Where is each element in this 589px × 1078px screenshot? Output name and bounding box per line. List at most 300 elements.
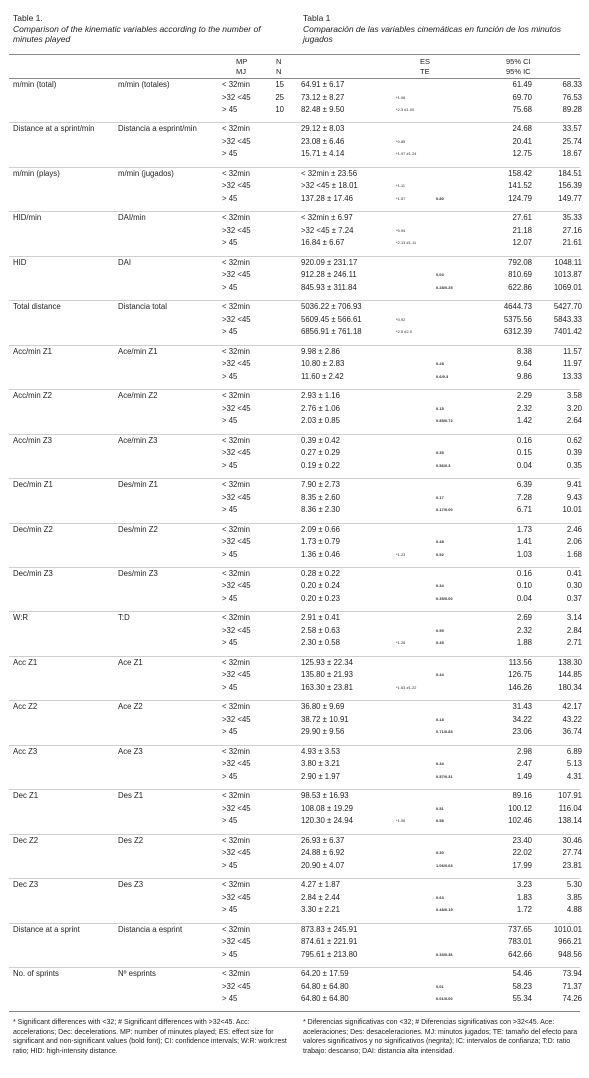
ci-lower: 89.16 (512, 791, 532, 801)
group-mean-sd: 874.61 ± 221.91 (301, 937, 358, 947)
group-minutes: > 45 (222, 282, 238, 292)
row-divider (9, 789, 580, 790)
group-mean-sd: 137.28 ± 17.46 (301, 193, 353, 203)
ci-lower: 126.75 (508, 670, 532, 680)
effect-size: 0.33/0.36 (436, 952, 453, 957)
group-mean-sd: 845.93 ± 311.84 (301, 282, 357, 292)
ci-upper: 3.58 (566, 391, 582, 401)
ci-upper: 25.74 (562, 136, 582, 146)
row-divider (9, 967, 580, 968)
header-ci-en: 95% CI (506, 57, 531, 66)
ci-lower: 4644.73 (503, 302, 532, 312)
effect-size: 0.28/0.25 (436, 285, 453, 290)
ci-upper: 13.33 (562, 371, 582, 381)
ci-upper: 74.26 (562, 994, 582, 1003)
ci-upper: 4.31 (566, 771, 582, 781)
group-minutes: < 32min (222, 346, 250, 356)
ci-lower: 2.69 (516, 613, 532, 623)
variable-name-en: HID (13, 257, 27, 267)
variable-name-es: m/min (jugados) (118, 168, 174, 178)
variable-name-en: Dec/min Z2 (13, 524, 53, 534)
header-n-es: N (276, 67, 282, 76)
significance-note: *1.63 #1.22 (396, 685, 417, 690)
footnote-es: * Diferencias significativas con <32; # Diferencias significativas con >32<45. Ace: aceleraciones; Des: desaceleraciones. MJ: minutos jugados; TE: tamaño del efecto para valores significativos y no significativos (negrita); IC: intervalos de confianza; T:D: ratio trabajo: descanso; DAI: distancia alta intensidad. (303, 1019, 578, 1055)
group-minutes: > 45 (222, 193, 238, 203)
group-mean-sd: 11.60 ± 2.42 (301, 371, 344, 381)
ci-upper: 43.22 (562, 714, 582, 724)
group-mean-sd: 2.90 ± 1.97 (301, 771, 340, 781)
ci-lower: 61.49 (512, 80, 532, 89)
group-minutes: < 32min (222, 746, 250, 756)
group-minutes: > 45 (222, 593, 238, 603)
group-mean-sd: 0.20 ± 0.23 (301, 593, 340, 603)
ci-upper: 0.39 (566, 448, 582, 458)
variable-name-es: Des/min Z3 (118, 568, 158, 578)
group-minutes: < 32min (222, 924, 250, 934)
header-ci-es: 95% IC (506, 67, 531, 76)
ci-upper: 1048.11 (554, 257, 582, 267)
row-divider (9, 211, 580, 212)
group-minutes: >32 <45 (222, 403, 251, 413)
row-divider (9, 611, 580, 612)
significance-note: *2.3 #1.00 (396, 108, 415, 112)
effect-size: 0.01 (436, 984, 444, 989)
group-mean-sd: 4.93 ± 3.53 (301, 746, 340, 756)
group-minutes: > 45 (222, 105, 238, 114)
ci-upper: 42.17 (562, 702, 582, 712)
ci-upper: 107.91 (558, 791, 582, 801)
variable-name-en: Distance at a sprint (13, 924, 80, 934)
caption-en-text: Comparison of the kinematic variables according to the number of minutes played (13, 23, 261, 44)
ci-lower: 2.98 (516, 746, 532, 756)
group-minutes: < 32min (222, 302, 250, 312)
group-mean-sd: 64.20 ± 17.59 (301, 969, 349, 978)
ci-upper: 156.39 (558, 181, 582, 191)
variable-name-es: T:D (118, 613, 130, 623)
group-mean-sd: 73.12 ± 8.27 (301, 92, 345, 102)
ci-lower: 0.10 (516, 581, 532, 591)
group-mean-sd: 2.58 ± 0.63 (301, 625, 340, 635)
ci-upper: 180.34 (558, 682, 582, 692)
significance-note: *1.23 (396, 552, 406, 557)
group-minutes: < 32min (222, 568, 250, 578)
group-mean-sd: 2.30 ± 0.58 (301, 638, 340, 648)
group-minutes: >32 <45 (222, 625, 251, 635)
header-n-en: N (276, 57, 282, 66)
ci-lower: 31.43 (512, 702, 532, 712)
effect-size: 0.35/0.00 (436, 596, 453, 601)
ci-lower: 642.66 (508, 949, 532, 959)
group-mean-sd: 7.90 ± 2.73 (301, 480, 340, 490)
ci-upper: 1010.01 (553, 924, 582, 934)
variable-name-en: Dec/min Z1 (13, 480, 53, 490)
ci-lower: 2.29 (516, 391, 532, 401)
variable-name-es: m/min (totales) (118, 80, 170, 89)
group-mean-sd: 0.20 ± 0.24 (301, 581, 340, 591)
group-minutes: < 32min (222, 835, 250, 845)
ci-lower: 12.75 (512, 149, 532, 159)
header-bottom-rule (9, 78, 580, 79)
effect-size: 0.44 (436, 673, 444, 678)
significance-note: *1.97 #1.24 (396, 152, 417, 157)
group-minutes: >32 <45 (222, 537, 251, 546)
variable-name-es: Ace Z2 (118, 702, 143, 712)
group-minutes: >32 <45 (222, 92, 251, 102)
group-minutes: > 45 (222, 905, 238, 915)
variable-name-es: Des/min Z2 (118, 524, 158, 534)
group-mean-sd: 10.80 ± 2.83 (301, 359, 345, 369)
ci-upper: 68.33 (562, 80, 582, 89)
effect-size: 1.06/0.63 (436, 863, 453, 868)
group-mean-sd: 38.72 ± 10.91 (301, 714, 349, 724)
row-divider (9, 745, 580, 746)
group-mean-sd: 135.80 ± 21.93 (301, 670, 353, 680)
group-n: 15 (275, 80, 284, 89)
group-minutes: < 32min (222, 435, 250, 445)
ci-lower: 100.12 (508, 803, 532, 813)
group-minutes: < 32min (222, 124, 250, 134)
group-mean-sd: 873.83 ± 245.91 (301, 924, 358, 934)
variable-name-es: Ace/min Z3 (118, 435, 158, 445)
ci-upper: 9.43 (566, 492, 582, 502)
group-minutes: < 32min (222, 391, 250, 401)
effect-size: 0.34 (436, 762, 444, 767)
ci-upper: 0.62 (566, 435, 582, 445)
variable-name-en: Dec Z2 (13, 835, 39, 845)
ci-upper: 2.71 (566, 638, 582, 648)
ci-lower: 141.52 (508, 181, 532, 191)
group-mean-sd: 29.12 ± 8.03 (301, 124, 345, 134)
ci-lower: 1.88 (516, 638, 532, 648)
effect-size: 0.63 (436, 895, 444, 900)
caption-es-text: Comparación de las variables cinemáticas en función de los minutos jugados (303, 23, 561, 44)
group-minutes: > 45 (222, 549, 238, 559)
row-divider (9, 656, 580, 657)
ci-lower: 158.42 (508, 168, 532, 178)
ci-upper: 89.28 (562, 105, 582, 114)
ci-upper: 3.20 (566, 403, 582, 413)
ci-upper: 35.33 (562, 213, 582, 223)
row-divider (9, 523, 580, 524)
variable-name-en: Dec/min Z3 (13, 568, 53, 578)
ci-lower: 1.83 (516, 892, 532, 902)
ci-upper: 144.85 (558, 670, 582, 680)
footnote-en: * Significant differences with <32; # Significant differences with >32<45. Acc: accelerations; Dec: decelerations. MP: number of minutes played; ES: effect size for significant and non-significant values (bold font); CI: confidence intervals; W:R: work:rest ratio; HID: high-intensity distance. (13, 1019, 287, 1055)
significance-note: *1.06 (396, 819, 406, 824)
ci-upper: 1069.01 (553, 282, 582, 292)
ci-lower: 23.06 (512, 727, 532, 737)
caption-en-label: Table 1. (13, 13, 43, 23)
effect-size: 0.45 (436, 641, 444, 646)
variable-name-en: Acc/min Z1 (13, 346, 52, 356)
group-mean-sd: 8.36 ± 2.30 (301, 505, 340, 515)
header-top-rule (9, 54, 580, 55)
group-mean-sd: 36.80 ± 9.69 (301, 702, 345, 712)
row-divider (9, 923, 580, 924)
group-mean-sd: 8.35 ± 2.60 (301, 492, 340, 502)
group-minutes: > 45 (222, 638, 238, 648)
variable-name-en: Distance at a sprint/min (13, 124, 95, 134)
ci-upper: 149.77 (558, 193, 582, 203)
effect-size: 0.59 (436, 628, 444, 633)
ci-lower: 622.86 (508, 282, 532, 292)
row-divider (9, 567, 580, 568)
ci-upper: 73.94 (562, 969, 582, 978)
group-minutes: < 32min (222, 657, 250, 667)
effect-size: 0.71/0.83 (436, 730, 453, 735)
effect-size: 0.28 (436, 362, 444, 367)
group-minutes: >32 <45 (222, 492, 251, 502)
variable-name-es: Distancia a esprint/min (118, 124, 197, 134)
group-minutes: < 32min (222, 213, 250, 223)
group-mean-sd: 9.98 ± 2.86 (301, 346, 340, 356)
effect-size: 0.30 (436, 851, 444, 856)
ci-upper: 21.61 (562, 238, 582, 248)
effect-size: 0.48/0.19 (436, 908, 453, 913)
ci-upper: 27.16 (562, 225, 582, 235)
group-minutes: > 45 (222, 371, 238, 381)
variable-name-en: HID/min (13, 213, 42, 223)
ci-upper: 18.67 (562, 149, 582, 159)
group-minutes: > 45 (222, 238, 238, 248)
significance-note: *2.13 #1.11 (396, 241, 417, 246)
group-mean-sd: 6856.91 ± 761.18 (301, 327, 362, 337)
ci-upper: 71.37 (562, 981, 582, 991)
ci-upper: 9.41 (566, 480, 582, 490)
ci-lower: 8.38 (516, 346, 532, 356)
ci-upper: 0.30 (566, 581, 582, 591)
group-minutes: > 45 (222, 949, 238, 959)
ci-upper: 76.53 (562, 92, 582, 102)
ci-upper: 30.46 (562, 835, 582, 845)
ci-lower: 22.02 (512, 848, 532, 858)
row-divider (9, 345, 580, 346)
group-mean-sd: 2.93 ± 1.16 (301, 391, 340, 401)
row-divider (9, 434, 580, 435)
ci-upper: 948.56 (558, 949, 582, 959)
variable-name-en: m/min (plays) (13, 168, 60, 178)
group-minutes: >32 <45 (222, 225, 251, 235)
variable-name-en: Acc Z3 (13, 746, 38, 756)
variable-name-es: Des Z3 (118, 880, 144, 890)
group-mean-sd: < 32min ± 6.97 (301, 213, 353, 223)
ci-lower: 0.04 (516, 460, 532, 470)
group-minutes: < 32min (222, 791, 250, 801)
group-mean-sd: 26.93 ± 6.37 (301, 835, 345, 845)
ci-lower: 1.03 (516, 549, 532, 559)
row-divider (9, 167, 580, 168)
ci-upper: 5.13 (566, 759, 582, 769)
group-minutes: < 32min (222, 480, 250, 490)
variable-name-es: Nº esprints (118, 969, 156, 978)
ci-upper: 36.74 (562, 727, 582, 737)
variable-name-en: Dec Z1 (13, 791, 39, 801)
ci-lower: 55.34 (512, 994, 532, 1003)
group-minutes: >32 <45 (222, 759, 251, 769)
ci-upper: 1013.87 (553, 270, 582, 280)
ci-upper: 1.68 (566, 549, 582, 559)
ci-lower: 5375.56 (503, 314, 532, 324)
group-mean-sd: 20.90 ± 4.07 (301, 860, 345, 870)
ci-lower: 1.73 (516, 524, 532, 534)
caption-es (303, 13, 578, 45)
ci-upper: 33.57 (562, 124, 582, 134)
group-mean-sd: 16.84 ± 6.67 (301, 238, 345, 248)
ci-lower: 20.41 (512, 136, 532, 146)
ci-lower: 1.72 (516, 905, 532, 915)
significance-note: *1.06 (396, 95, 406, 100)
group-mean-sd: < 32min ± 23.56 (301, 168, 358, 178)
ci-upper: 2.46 (566, 524, 582, 534)
group-mean-sd: 0.28 ± 0.22 (301, 568, 340, 578)
group-mean-sd: 82.48 ± 9.50 (301, 105, 345, 114)
effect-size: 0.01/0.00 (436, 997, 453, 1001)
ci-upper: 2.06 (566, 537, 582, 546)
ci-upper: 11.57 (563, 346, 582, 356)
variable-name-es: Des Z1 (118, 791, 144, 801)
ci-lower: 0.04 (516, 593, 532, 603)
row-divider (9, 478, 580, 479)
group-minutes: >32 <45 (222, 803, 251, 813)
group-minutes: < 32min (222, 168, 250, 178)
variable-name-es: Distancia a esprint (118, 924, 183, 934)
group-mean-sd: 2.91 ± 0.41 (301, 613, 340, 623)
effect-size: 0.17 (436, 495, 444, 500)
significance-note: *1.26 (396, 641, 406, 646)
group-mean-sd: >32 <45 ± 18.01 (301, 181, 358, 191)
group-minutes: >32 <45 (222, 448, 251, 458)
group-mean-sd: 0.27 ± 0.29 (301, 448, 340, 458)
variable-name-en: Dec Z3 (13, 880, 39, 890)
ci-lower: 0.15 (516, 448, 532, 458)
ci-upper: 3.85 (566, 892, 582, 902)
group-mean-sd: >32 <45 ± 7.24 (301, 225, 354, 235)
ci-lower: 0.16 (516, 435, 532, 445)
ci-lower: 6.71 (516, 505, 532, 515)
variable-name-en: m/min (total) (13, 80, 57, 89)
ci-upper: 7401.42 (553, 327, 582, 337)
variable-name-es: Ace Z3 (118, 746, 143, 756)
effect-size: 0.18 (436, 717, 444, 722)
significance-note: *0.85 (396, 139, 406, 144)
group-mean-sd: 795.61 ± 213.80 (301, 949, 358, 959)
group-mean-sd: 0.19 ± 0.22 (301, 460, 340, 470)
effect-size: 0.58 (436, 819, 444, 824)
ci-lower: 6312.39 (503, 327, 532, 337)
ci-upper: 3.14 (566, 613, 582, 623)
table-bottom-rule (9, 1011, 580, 1012)
ci-lower: 9.64 (516, 359, 532, 369)
variable-name-es: Ace Z1 (118, 657, 143, 667)
group-minutes: >32 <45 (222, 848, 251, 858)
group-minutes: > 45 (222, 816, 238, 826)
ci-upper: 116.04 (558, 803, 582, 813)
group-mean-sd: 29.90 ± 9.56 (301, 727, 345, 737)
effect-size: 0.6/0.3 (436, 374, 449, 379)
ci-lower: 3.23 (516, 880, 532, 890)
row-divider (9, 122, 580, 123)
ci-lower: 12.07 (512, 238, 532, 248)
ci-lower: 7.28 (516, 492, 532, 502)
variable-name-es: Distancia total (118, 302, 167, 312)
ci-lower: 810.69 (508, 270, 532, 280)
variable-name-en: Acc Z1 (13, 657, 38, 667)
row-divider (9, 256, 580, 257)
group-minutes: >32 <45 (222, 581, 251, 591)
ci-lower: 1.49 (516, 771, 532, 781)
ci-upper: 10.01 (562, 505, 582, 515)
ci-lower: 783.01 (508, 937, 532, 947)
group-mean-sd: 5036.22 ± 706.93 (301, 302, 362, 312)
caption-es-label: Tabla 1 (303, 13, 331, 23)
group-minutes: >32 <45 (222, 937, 251, 947)
ci-lower: 75.68 (512, 105, 532, 114)
ci-lower: 2.32 (516, 625, 532, 635)
group-mean-sd: 920.09 ± 231.17 (301, 257, 358, 267)
ci-upper: 6.89 (566, 746, 582, 756)
effect-size: 0.48 (436, 540, 444, 544)
ci-lower: 27.61 (512, 213, 532, 223)
header-mp: MP (236, 57, 248, 66)
ci-lower: 113.56 (508, 657, 532, 667)
group-minutes: >32 <45 (222, 670, 251, 680)
row-divider (9, 700, 580, 701)
significance-note: *0.92 (396, 317, 406, 322)
group-mean-sd: 98.53 ± 16.93 (301, 791, 349, 801)
group-minutes: >32 <45 (222, 714, 251, 724)
group-minutes: >32 <45 (222, 892, 251, 902)
variable-name-es: Des/min Z1 (118, 480, 158, 490)
variable-name-es: Des Z2 (118, 835, 144, 845)
ci-lower: 17.99 (512, 860, 532, 870)
variable-name-en: Total distance (13, 302, 61, 312)
row-divider (9, 300, 580, 301)
group-minutes: > 45 (222, 416, 238, 426)
ci-upper: 138.30 (558, 657, 582, 667)
header-te: TE (420, 67, 430, 76)
significance-note: *0.94 (396, 228, 406, 233)
group-minutes: < 32min (222, 257, 250, 267)
group-mean-sd: 24.88 ± 6.92 (301, 848, 345, 858)
effect-size: 0.56/0.3 (436, 463, 451, 468)
ci-upper: 966.21 (558, 937, 582, 947)
variable-name-es: Ace/min Z1 (118, 346, 158, 356)
effect-size: 0.51 (436, 806, 444, 811)
group-minutes: >32 <45 (222, 270, 251, 280)
ci-upper: 5427.70 (553, 302, 582, 312)
ci-upper: 27.74 (562, 848, 582, 858)
group-minutes: < 32min (222, 80, 250, 89)
effect-size: 0.35 (436, 451, 444, 456)
group-mean-sd: 108.08 ± 19.29 (301, 803, 353, 813)
ci-lower: 124.79 (508, 193, 532, 203)
ci-lower: 102.46 (508, 816, 532, 826)
group-mean-sd: 0.39 ± 0.42 (301, 435, 340, 445)
header-es: ES (420, 57, 431, 66)
variable-name-es: Ace/min Z2 (118, 391, 158, 401)
ci-lower: 0.16 (516, 568, 532, 578)
ci-lower: 792.08 (508, 257, 532, 267)
significance-note: *1.57 (396, 196, 406, 201)
ci-lower: 69.70 (512, 92, 532, 102)
ci-upper: 2.84 (566, 625, 582, 635)
group-minutes: < 32min (222, 969, 250, 978)
ci-lower: 23.40 (512, 835, 532, 845)
significance-note: *2.5 #2.0 (396, 330, 413, 335)
effect-size: 0.52 (436, 552, 444, 557)
ci-lower: 2.32 (516, 403, 532, 413)
ci-lower: 6.39 (516, 480, 532, 490)
